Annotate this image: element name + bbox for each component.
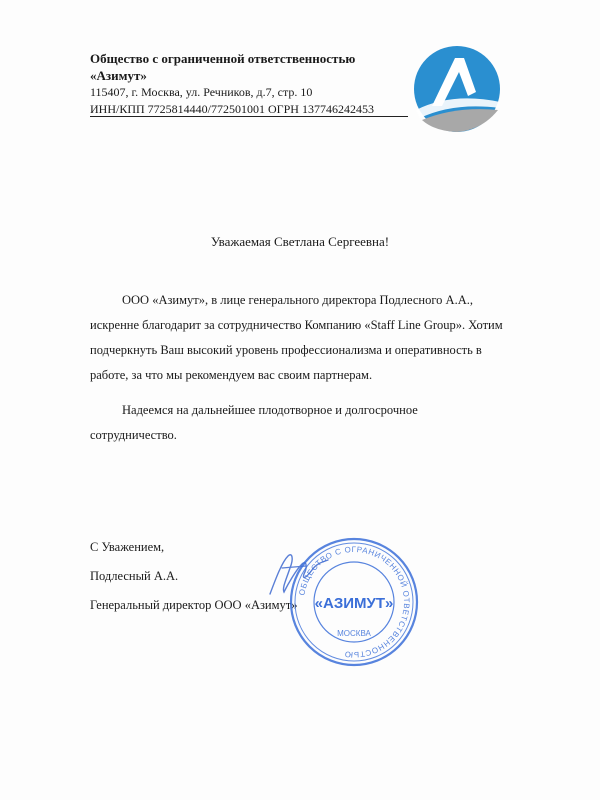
company-short-name: «Азимут» bbox=[90, 68, 147, 83]
company-name: Общество с ограниченной ответственностью bbox=[90, 51, 356, 66]
seal-city-text: МОСКВА bbox=[337, 629, 371, 638]
seal-ring-text: ОБЩЕСТВО С ОГРАНИЧЕННОЙ ОТВЕТСТВЕННОСТЬЮ bbox=[297, 544, 412, 660]
header-divider bbox=[90, 116, 408, 117]
paragraph-line: искренне благодарит за сотрудничество Компанию «Staff Line Group». Хотим bbox=[90, 318, 503, 332]
letter-paragraph-1 bbox=[90, 288, 530, 388]
signatory-title: Генеральный директор ООО «Азимут» bbox=[90, 598, 298, 612]
paragraph-line: работе, за что мы рекомендуем вас своим партнерам. bbox=[90, 368, 373, 382]
salutation: Уважаемая Светлана Сергеевна! bbox=[210, 234, 390, 249]
closing-regards: С Уважением, bbox=[90, 540, 165, 554]
letter-paragraph-2 bbox=[90, 398, 530, 448]
letterhead bbox=[90, 50, 390, 118]
company-seal bbox=[288, 536, 420, 668]
paragraph-line: ООО «Азимут», в лице генерального директора Подлесного А.А., bbox=[122, 293, 473, 307]
paragraph-line: сотрудничество. bbox=[90, 428, 177, 442]
paragraph-line: подчеркнуть Ваш высокий уровень профессионализма и оперативность в bbox=[90, 343, 482, 357]
company-registration-ids: ИНН/КПП 7725814440/772501001 ОГРН 137746242453 bbox=[90, 102, 374, 116]
seal-center-text: «АЗИМУТ» bbox=[314, 595, 394, 612]
paragraph-line: Надеемся на дальнейшее плодотворное и долгосрочное bbox=[122, 403, 418, 417]
company-logo bbox=[412, 44, 502, 134]
signatory-name: Подлесный А.А. bbox=[90, 569, 179, 583]
company-address: 115407, г. Москва, ул. Речников, д.7, стр. 10 bbox=[90, 85, 313, 99]
